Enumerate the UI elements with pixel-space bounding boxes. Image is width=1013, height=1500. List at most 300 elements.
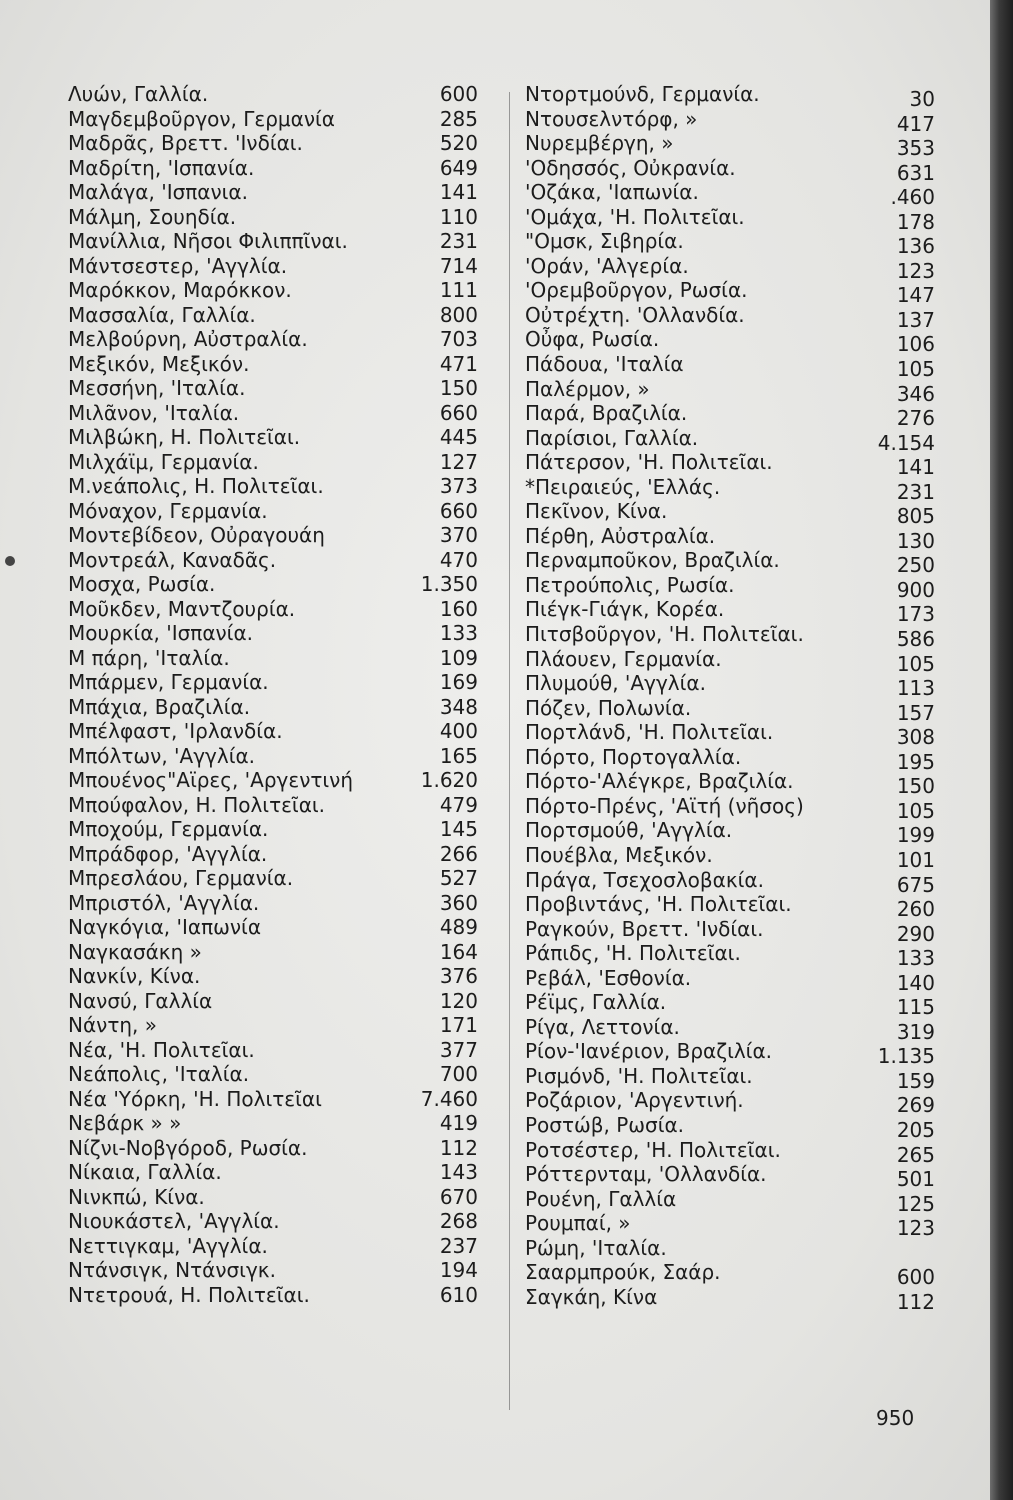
city-name: Μελβούρνη, Αὐστραλία. xyxy=(68,327,308,351)
list-item xyxy=(525,867,935,897)
list-item xyxy=(525,1112,935,1142)
list-item xyxy=(525,769,935,799)
population-value: 700 xyxy=(439,1062,478,1086)
population-value: 471 xyxy=(439,351,478,376)
city-name: Ντορτμούνδ, Γερμανία. xyxy=(525,82,760,106)
right-column xyxy=(525,82,935,1314)
population-value: 171 xyxy=(439,1013,478,1037)
column-divider xyxy=(509,92,510,1410)
list-item xyxy=(68,768,478,793)
population-value: 527 xyxy=(439,866,478,890)
list-item xyxy=(525,916,935,946)
city-name: Πιέγκ-Γιάγκ, Κορέα. xyxy=(525,597,725,622)
trailing-number: 950 xyxy=(876,1406,915,1430)
population-value: 1.350 xyxy=(420,572,478,596)
list-item xyxy=(68,940,478,965)
list-item xyxy=(68,523,478,548)
population-value: 660 xyxy=(439,498,478,523)
population-value: 370 xyxy=(439,523,478,547)
list-item xyxy=(525,990,935,1020)
list-item xyxy=(525,1186,935,1216)
list-item xyxy=(525,425,935,455)
city-name: Ρισμόνδ, 'Η. Πολιτεῖαι. xyxy=(525,1063,753,1088)
list-item xyxy=(68,82,478,107)
list-item xyxy=(68,572,478,597)
list-item xyxy=(525,474,935,504)
population-value: 123 xyxy=(896,1216,935,1241)
population-value: 109 xyxy=(439,645,478,670)
list-item xyxy=(68,1185,478,1210)
city-name: Ράπιδς, 'Η. Πολιτεῖαι. xyxy=(525,941,741,966)
page-edge xyxy=(990,0,1013,1500)
list-item xyxy=(68,719,478,744)
list-item xyxy=(68,156,478,181)
population-value: 105 xyxy=(896,798,935,823)
population-value: 145 xyxy=(439,817,478,841)
list-item xyxy=(68,303,478,328)
population-value: 133 xyxy=(896,946,935,971)
city-name: Μπέλφαστ, 'Ιρλανδία. xyxy=(68,719,283,743)
population-value: 150 xyxy=(439,376,478,400)
city-name: Μασσαλία, Γαλλία. xyxy=(68,302,256,327)
city-name: Νεάπολις, 'Ιταλία. xyxy=(68,1062,250,1086)
list-item xyxy=(68,548,478,573)
city-name: Οὐτρέχτη. 'Ολλανδία. xyxy=(525,302,745,327)
city-name: Νανσύ, Γαλλία xyxy=(68,988,213,1013)
list-item xyxy=(525,106,935,136)
city-name: Ντουσελντόρφ, » xyxy=(525,106,698,131)
population-value: 231 xyxy=(439,229,478,253)
city-name: Μεξικόν, Μεξικόν. xyxy=(68,351,250,376)
list-item xyxy=(68,866,478,891)
population-value: 586 xyxy=(896,627,935,652)
list-item xyxy=(525,818,935,848)
population-value: 520 xyxy=(439,131,478,155)
city-name: Νίζνι-Νοβγόροδ, Ρωσία. xyxy=(68,1135,308,1160)
list-item xyxy=(68,891,478,916)
population-value: 373 xyxy=(439,474,478,498)
city-name: Μαλάγα, 'Ισπανια. xyxy=(68,180,248,204)
list-item xyxy=(68,1111,478,1136)
list-item xyxy=(68,131,478,156)
population-value: 346 xyxy=(896,381,935,406)
population-value: 348 xyxy=(439,694,478,719)
population-value: 159 xyxy=(896,1068,935,1093)
city-name: Ραγκούν, Βρεττ. 'Ινδίαι. xyxy=(525,916,764,941)
population-value: 290 xyxy=(896,921,935,946)
list-item xyxy=(68,1258,478,1283)
population-value: 101 xyxy=(896,847,935,872)
list-item xyxy=(68,1038,478,1063)
list-item xyxy=(525,131,935,161)
city-name: 'Ομάχα, 'Η. Πολιτεῖαι. xyxy=(525,204,745,229)
city-name: Πέρθη, Αὐστραλία. xyxy=(525,523,716,548)
city-name: Μιλβώκη, Η. Πολιτεῖαι. xyxy=(68,425,301,449)
list-item xyxy=(525,597,935,627)
population-value: 703 xyxy=(439,327,478,351)
city-name: Σαγκάη, Κίνα xyxy=(525,1284,658,1309)
population-value: 360 xyxy=(439,890,478,915)
list-item xyxy=(68,915,478,940)
city-name: Ναγκασάκη » xyxy=(68,939,202,964)
population-value: 106 xyxy=(896,332,935,357)
city-name: Πράγα, Τσεχοσλοβακία. xyxy=(525,867,764,892)
population-value: 805 xyxy=(896,504,935,529)
population-value: 105 xyxy=(896,357,935,382)
list-item xyxy=(525,1137,935,1167)
population-value: 417 xyxy=(896,111,935,136)
list-item xyxy=(525,155,935,185)
city-name: Νεττιγκαμ, 'Αγγλία. xyxy=(68,1233,268,1258)
city-name: *Πειραιεύς, 'Ελλάς. xyxy=(525,474,721,499)
population-value: 115 xyxy=(896,995,935,1020)
population-value: 30 xyxy=(909,87,935,111)
population-value: 376 xyxy=(439,964,478,988)
city-name: Μάλμη, Σουηδία. xyxy=(68,204,237,229)
city-name: Λυών, Γαλλία. xyxy=(68,82,209,106)
city-name: Μαρόκκον, Μαρόκκον. xyxy=(68,278,292,302)
city-name: Μόναχον, Γερμανία. xyxy=(68,498,268,523)
population-value: 125 xyxy=(896,1191,935,1216)
list-item xyxy=(68,989,478,1014)
list-item xyxy=(68,842,478,867)
city-name: Ρίγα, Λεττονία. xyxy=(525,1014,680,1039)
list-item xyxy=(525,499,935,529)
list-item xyxy=(68,450,478,475)
population-value: 147 xyxy=(896,283,935,308)
list-item xyxy=(68,621,478,646)
city-name: Ναγκόγια, 'Ιαπωνία xyxy=(68,915,261,939)
population-value: 610 xyxy=(439,1282,478,1307)
city-name: Πορτλάνδ, 'Η. Πολιτεῖαι. xyxy=(525,720,774,745)
city-name: Μιλχάϊμ, Γερμανία. xyxy=(68,449,259,474)
city-name: Πλάουεν, Γερμανία. xyxy=(525,646,722,671)
city-name: Νυρεμβέργη, » xyxy=(525,131,674,156)
city-name: Πεκῖνον, Κίνα. xyxy=(525,499,668,524)
city-name: Παρά, Βραζιλία. xyxy=(525,401,688,426)
city-name: "Ομσκ, Σιβηρία. xyxy=(525,229,684,254)
city-name: Μποχούμ, Γερμανία. xyxy=(68,817,269,841)
population-value: 7.460 xyxy=(420,1086,478,1111)
list-item xyxy=(525,302,935,332)
ink-spot xyxy=(5,556,15,566)
city-name: Μπούφαλον, Η. Πολιτεῖαι. xyxy=(68,792,326,817)
list-item xyxy=(525,1014,935,1044)
city-name: Πόζεν, Πολωνία. xyxy=(525,695,692,720)
population-value: 631 xyxy=(896,160,935,185)
list-item xyxy=(525,941,935,971)
city-name: Νανκίν, Κίνα. xyxy=(68,964,201,988)
list-item xyxy=(525,695,935,725)
list-item xyxy=(525,253,935,283)
population-value: 140 xyxy=(896,970,935,995)
city-name: Πλυμούθ, 'Αγγλία. xyxy=(525,671,706,696)
population-value: 165 xyxy=(439,743,478,768)
city-name: Μεσσήνη, 'Ιταλία. xyxy=(68,376,246,400)
population-value: 445 xyxy=(439,425,478,449)
population-value: 479 xyxy=(439,792,478,817)
city-name: Πάτερσον, 'Η. Πολιτεῖαι. xyxy=(525,450,773,475)
city-name: Νάντη, » xyxy=(68,1013,157,1037)
list-item xyxy=(68,1234,478,1259)
population-value: 266 xyxy=(439,841,478,866)
population-value: 205 xyxy=(896,1117,935,1142)
list-item xyxy=(525,1063,935,1093)
city-name: Ρουένη, Γαλλία xyxy=(525,1186,677,1211)
list-item xyxy=(68,817,478,842)
population-value: 660 xyxy=(439,400,478,425)
list-item xyxy=(68,793,478,818)
list-item xyxy=(525,278,935,308)
city-name: Πόρτο-Πρένς, 'Αϊτή (νῆσος) xyxy=(525,793,804,818)
list-item xyxy=(68,376,478,401)
city-name: Πόρτο-'Αλέγκρε, Βραζιλία. xyxy=(525,769,794,794)
population-value: 1.620 xyxy=(420,768,478,792)
population-value: 649 xyxy=(439,155,478,180)
list-item xyxy=(68,107,478,132)
city-name: Μπριστόλ, 'Αγγλία. xyxy=(68,890,260,915)
city-name: Ρίον-'Ιανέριον, Βραζιλία. xyxy=(525,1039,772,1064)
list-item xyxy=(68,327,478,352)
population-value: 276 xyxy=(896,406,935,431)
city-name: Ντετρουά, Η. Πολιτεῖαι. xyxy=(68,1282,310,1307)
city-name: Μοσχα, Ρωσία. xyxy=(68,572,216,596)
population-value: 268 xyxy=(439,1209,478,1233)
population-value: 169 xyxy=(439,670,478,694)
population-value: 141 xyxy=(896,455,935,480)
city-name: Ρώμη, 'Ιταλία. xyxy=(525,1235,667,1260)
population-value: 110 xyxy=(439,204,478,229)
city-name: Ρεβάλ, 'Εσθονία. xyxy=(525,965,692,990)
list-item xyxy=(68,229,478,254)
population-value: 112 xyxy=(896,1289,935,1314)
population-value: 501 xyxy=(896,1167,935,1192)
city-name: Ρουμπαί, » xyxy=(525,1211,631,1236)
list-item xyxy=(525,352,935,382)
city-name: Μοῦκδεν, Μαντζουρία. xyxy=(68,596,296,621)
population-value: 178 xyxy=(896,209,935,234)
population-value: 127 xyxy=(439,449,478,474)
population-value: 133 xyxy=(439,621,478,645)
city-name: Ροτσέστερ, 'Η. Πολιτεῖαι. xyxy=(525,1137,781,1162)
city-name: Μαδρᾶς, Βρεττ. 'Ινδίαι. xyxy=(68,131,303,155)
list-item xyxy=(68,205,478,230)
city-name: Παρίσιοι, Γαλλία. xyxy=(525,425,699,450)
list-item xyxy=(68,964,478,989)
population-value: 4.154 xyxy=(877,430,935,455)
city-name: 'Ορεμβοῦργον, Ρωσία. xyxy=(525,278,748,303)
population-value: 111 xyxy=(439,278,478,302)
list-item xyxy=(68,1160,478,1185)
list-item xyxy=(525,671,935,701)
population-value: 353 xyxy=(896,136,935,161)
population-value: 160 xyxy=(439,596,478,621)
population-value: .460 xyxy=(890,185,935,210)
city-name: Ροζάριον, 'Αργεντινή. xyxy=(525,1088,744,1113)
population-value: 600 xyxy=(896,1265,935,1290)
city-name: Μπουένος"Αϊρες, 'Αργεντινή xyxy=(68,768,354,792)
population-value: 164 xyxy=(439,939,478,964)
population-value: 141 xyxy=(439,180,478,204)
list-item xyxy=(68,1209,478,1234)
population-value: 194 xyxy=(439,1258,478,1282)
population-value: 250 xyxy=(896,553,935,578)
population-value: 1.135 xyxy=(877,1044,935,1069)
list-item xyxy=(525,1039,935,1069)
city-name: Οὖφα, Ρωσία. xyxy=(525,327,660,352)
city-name: Πιτσβοῦργον, 'Η. Πολιτεῖαι. xyxy=(525,622,804,647)
city-name: Μανίλλια, Νῆσοι Φιλιππῖναι. xyxy=(68,229,348,253)
city-name: Πουέβλα, Μεξικόν. xyxy=(525,842,713,867)
list-item xyxy=(68,401,478,426)
population-value: 237 xyxy=(439,1233,478,1258)
population-value: 400 xyxy=(439,719,478,743)
city-name: Πετρούπολις, Ρωσία. xyxy=(525,572,735,597)
population-value: 800 xyxy=(439,302,478,327)
city-name: Πόρτο, Πορτογαλλία. xyxy=(525,744,742,769)
list-item xyxy=(525,401,935,431)
city-name: Μουρκία, 'Ισπανία. xyxy=(68,621,253,645)
list-item xyxy=(68,278,478,303)
city-name: Νέα 'Υόρκη, 'Η. Πολιτεῖαι xyxy=(68,1086,322,1111)
list-item xyxy=(525,892,935,922)
list-item xyxy=(525,744,935,774)
list-item xyxy=(68,1013,478,1038)
population-value: 113 xyxy=(896,676,935,701)
list-item xyxy=(68,254,478,279)
population-value: 285 xyxy=(439,106,478,131)
list-item xyxy=(68,1283,478,1308)
city-name: 'Οζάκα, 'Ιαπωνία. xyxy=(525,180,699,205)
list-item xyxy=(525,965,935,995)
list-item xyxy=(68,597,478,622)
population-value: 377 xyxy=(439,1037,478,1062)
left-column xyxy=(68,82,478,1307)
city-name: Μαδρίτη, 'Ισπανία. xyxy=(68,155,255,180)
city-name: Ρόττερνταμ, 'Ολλανδία. xyxy=(525,1162,767,1187)
city-name: Μπάχια, Βραζιλία. xyxy=(68,694,251,719)
population-value: 470 xyxy=(439,547,478,572)
list-item xyxy=(68,180,478,205)
city-name: Μπόλτων, 'Αγγλία. xyxy=(68,743,256,768)
list-item xyxy=(68,670,478,695)
city-name: Ροστώβ, Ρωσία. xyxy=(525,1112,685,1137)
city-name: Παλέρμον, » xyxy=(525,376,650,401)
city-name: Μ πάρη, 'Ιταλία. xyxy=(68,645,230,670)
city-name: Μ.νεάπολις, Η. Πολιτεῖαι. xyxy=(68,474,324,498)
city-name: Ντάνσιγκ, Ντάνσιγκ. xyxy=(68,1258,276,1282)
list-item xyxy=(525,572,935,602)
city-name: Ρέϊμς, Γαλλία. xyxy=(525,990,667,1015)
city-name: Μοντρεάλ, Καναδᾶς. xyxy=(68,547,277,572)
population-value: 199 xyxy=(896,823,935,848)
city-name: 'Οδησσός, Οὐκρανία. xyxy=(525,155,736,180)
population-value: 123 xyxy=(896,258,935,283)
population-value: 308 xyxy=(896,725,935,750)
list-item xyxy=(525,646,935,676)
list-item xyxy=(525,327,935,357)
list-item xyxy=(525,842,935,872)
city-name: Μπράδφορ, 'Αγγλία. xyxy=(68,841,268,866)
city-name: 'Οράν, 'Αλγερία. xyxy=(525,253,689,278)
population-value: 195 xyxy=(896,749,935,774)
population-value: 265 xyxy=(896,1142,935,1167)
city-name: Μιλᾶνον, 'Ιταλία. xyxy=(68,400,240,425)
list-item xyxy=(525,1088,935,1118)
population-value: 260 xyxy=(896,897,935,922)
list-item xyxy=(525,1260,935,1290)
population-value: 419 xyxy=(439,1111,478,1135)
list-item xyxy=(68,646,478,671)
city-name: Νιουκάστελ, 'Αγγλία. xyxy=(68,1209,280,1233)
list-item xyxy=(68,744,478,769)
list-item xyxy=(68,1087,478,1112)
population-value: 120 xyxy=(439,988,478,1013)
list-item xyxy=(525,229,935,259)
list-item xyxy=(525,450,935,480)
list-item xyxy=(68,1062,478,1087)
city-name: Μοντεβίδεον, Οὐραγουάη xyxy=(68,523,325,547)
population-value: 150 xyxy=(896,774,935,799)
population-value: 231 xyxy=(896,479,935,504)
list-item xyxy=(68,425,478,450)
city-name: Σααρμπρούκ, Σαάρ. xyxy=(525,1260,721,1285)
city-name: Μαγδεμβοῦργον, Γερμανία xyxy=(68,106,335,131)
city-name: Μάντσεστερ, 'Αγγλία. xyxy=(68,253,288,278)
population-value: 137 xyxy=(896,307,935,332)
list-item xyxy=(525,1162,935,1192)
population-value: 143 xyxy=(439,1160,478,1184)
list-item xyxy=(525,720,935,750)
population-value: 130 xyxy=(896,528,935,553)
list-item xyxy=(68,695,478,720)
list-item xyxy=(525,1284,935,1314)
population-value: 489 xyxy=(439,915,478,939)
population-value: 670 xyxy=(439,1184,478,1209)
population-value: 157 xyxy=(896,700,935,725)
list-item xyxy=(68,499,478,524)
population-value: 900 xyxy=(896,577,935,602)
list-item xyxy=(525,376,935,406)
population-value: 714 xyxy=(439,253,478,278)
city-name: Προβιντάνς, 'Η. Πολιτεῖαι. xyxy=(525,892,792,917)
population-value: 600 xyxy=(439,82,478,106)
list-item xyxy=(525,180,935,210)
city-name: Πάδουα, 'Ιταλία xyxy=(525,352,684,377)
population-value: 675 xyxy=(896,872,935,897)
population-value: 136 xyxy=(896,234,935,259)
list-item xyxy=(68,1136,478,1161)
city-name: Μπάρμεν, Γερμανία. xyxy=(68,670,269,694)
list-item xyxy=(525,523,935,553)
city-name: Νίκαια, Γαλλία. xyxy=(68,1160,222,1184)
city-name: Νεβάρκ » » xyxy=(68,1111,182,1135)
list-item xyxy=(525,548,935,578)
population-value: 112 xyxy=(439,1135,478,1160)
city-name: Μπρεσλάου, Γερμανία. xyxy=(68,866,294,890)
population-value: 105 xyxy=(896,651,935,676)
city-name: Περναμποῦκον, Βραζιλία. xyxy=(525,548,780,573)
list-item xyxy=(525,204,935,234)
population-value: 173 xyxy=(896,602,935,627)
city-name: Νινκπώ, Κίνα. xyxy=(68,1184,205,1209)
list-item xyxy=(525,82,935,111)
list-item xyxy=(525,622,935,652)
population-value: 319 xyxy=(896,1019,935,1044)
city-name: Νέα, 'Η. Πολιτεῖαι. xyxy=(68,1037,255,1062)
list-item xyxy=(525,793,935,823)
list-item xyxy=(525,1211,935,1241)
